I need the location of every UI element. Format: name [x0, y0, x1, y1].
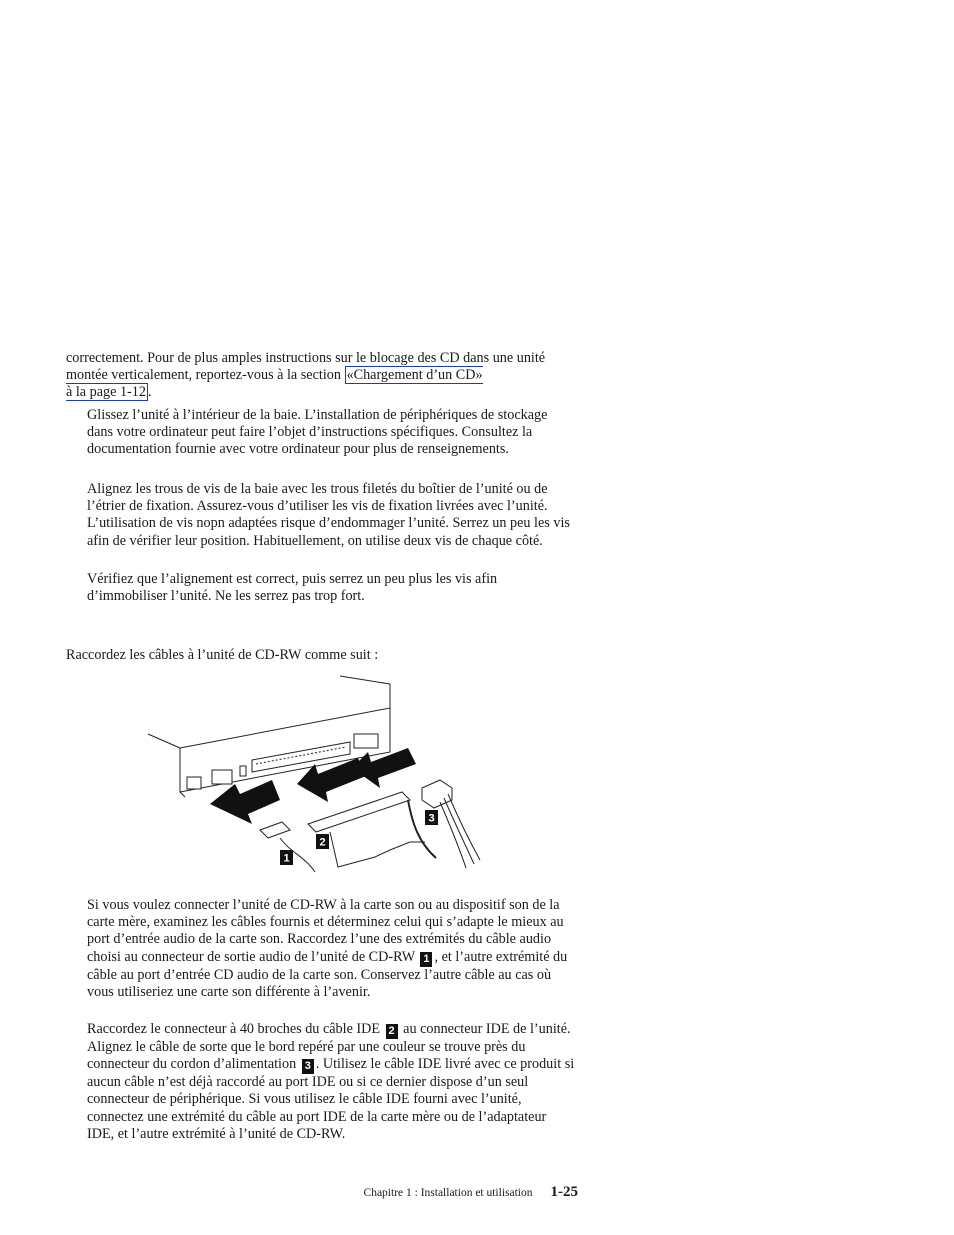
step-tighten-screws: Vérifiez que l’alignement est correct, puis serrez un peu plus les vis afin d’immobiliser l’unité. Ne les serrez pas trop fort.: [87, 571, 498, 605]
chapter-title: Chapitre 1 : Installation et utilisation: [363, 1187, 533, 1199]
step-audio-cable: [87, 897, 575, 1001]
audio-step-text-end: , et l’autre extrémité du câble au port d’entrée CD audio de la carte son. Conservez l’autre câble au cas où vous utiliseriez une carte son différente à l’avenir.: [87, 948, 568, 1000]
callout-badge-2: 2: [386, 1024, 398, 1039]
callout-3: 3: [428, 812, 435, 825]
step-ide-cable: [87, 1021, 575, 1143]
ide-step-text: Raccordez le connecteur à 40 broches du câble IDE: [87, 1021, 384, 1037]
cable-connection-figure: [140, 672, 500, 892]
callout-badge-3: 3: [302, 1059, 314, 1074]
step-align-screws: Alignez les trous de vis de la baie avec les trous filetés du boîtier de l’unité ou de l’étrier de fixation. Assurez-vous d’utiliser les vis de fixation livrées avec l’unité. L’utilisation de vis nopn adaptées risque d’endommager l’unité. Serrez un peu les vis afin de vérifier leur position. Habituellement, on utilise deux vis de chaque côté.: [87, 481, 570, 549]
cross-reference-link-line2: à la page 1-12: [66, 384, 146, 401]
drive-illustration: [140, 672, 500, 892]
intro-text-end: .: [147, 384, 152, 401]
callout-1: 1: [283, 852, 290, 865]
ide-step-text-end: . Utilisez le câble IDE livré avec ce produit si aucun câble n’est déjà raccordé au port IDE ou si ce dernier dispose d’un seul connecteur de périphérique. Si vous utilisez le câble IDE fourni avec l’unité, connectez une extrémité du câble au port IDE de la carte mère ou de l’adaptateur IDE, et l’autre extrémité à l’unité de CD-RW.: [87, 1056, 575, 1142]
intro-paragraph: [66, 350, 576, 402]
callout-2: 2: [319, 836, 326, 849]
step-slide-drive: Glissez l’unité à l’intérieur de la baie. L’installation de périphériques de stockage dans votre ordinateur peut faire l’objet d’instructions spécifiques. Consultez la documentation fournie avec votre ordinateur pour plus de renseignements.: [87, 407, 548, 458]
page-number: 1-25: [550, 1184, 578, 1200]
intro-text: correctement. Pour de plus amples instructions sur le blocage des CD dans une unité montée verticalement, reportez-vous à la section: [66, 350, 546, 384]
page-footer: [300, 1183, 578, 1201]
callout-badge-1: 1: [420, 952, 432, 967]
audio-step-text: Si vous voulez connecter l’unité de CD-RW à la carte son ou au dispositif son de la carte mère, examinez les câbles fournis et déterminez celui qui s’adapte le mieux au port d’entrée audio de la carte son. Raccordez l’une des extrémités du câble audio choisi au connecteur de sortie audio de l’unité de CD-RW: [87, 897, 564, 965]
cable-lead-sentence: Raccordez les câbles à l’unité de CD-RW comme suit :: [66, 647, 379, 663]
ide-step-text-middle: au connecteur IDE de l’unité. Alignez le câble de sorte que le bord repéré par une couleur se trouve près du connecteur du cordon d’alimentation: [87, 1021, 571, 1073]
cross-reference-link-line1: «Chargement d’un CD»: [346, 367, 483, 384]
